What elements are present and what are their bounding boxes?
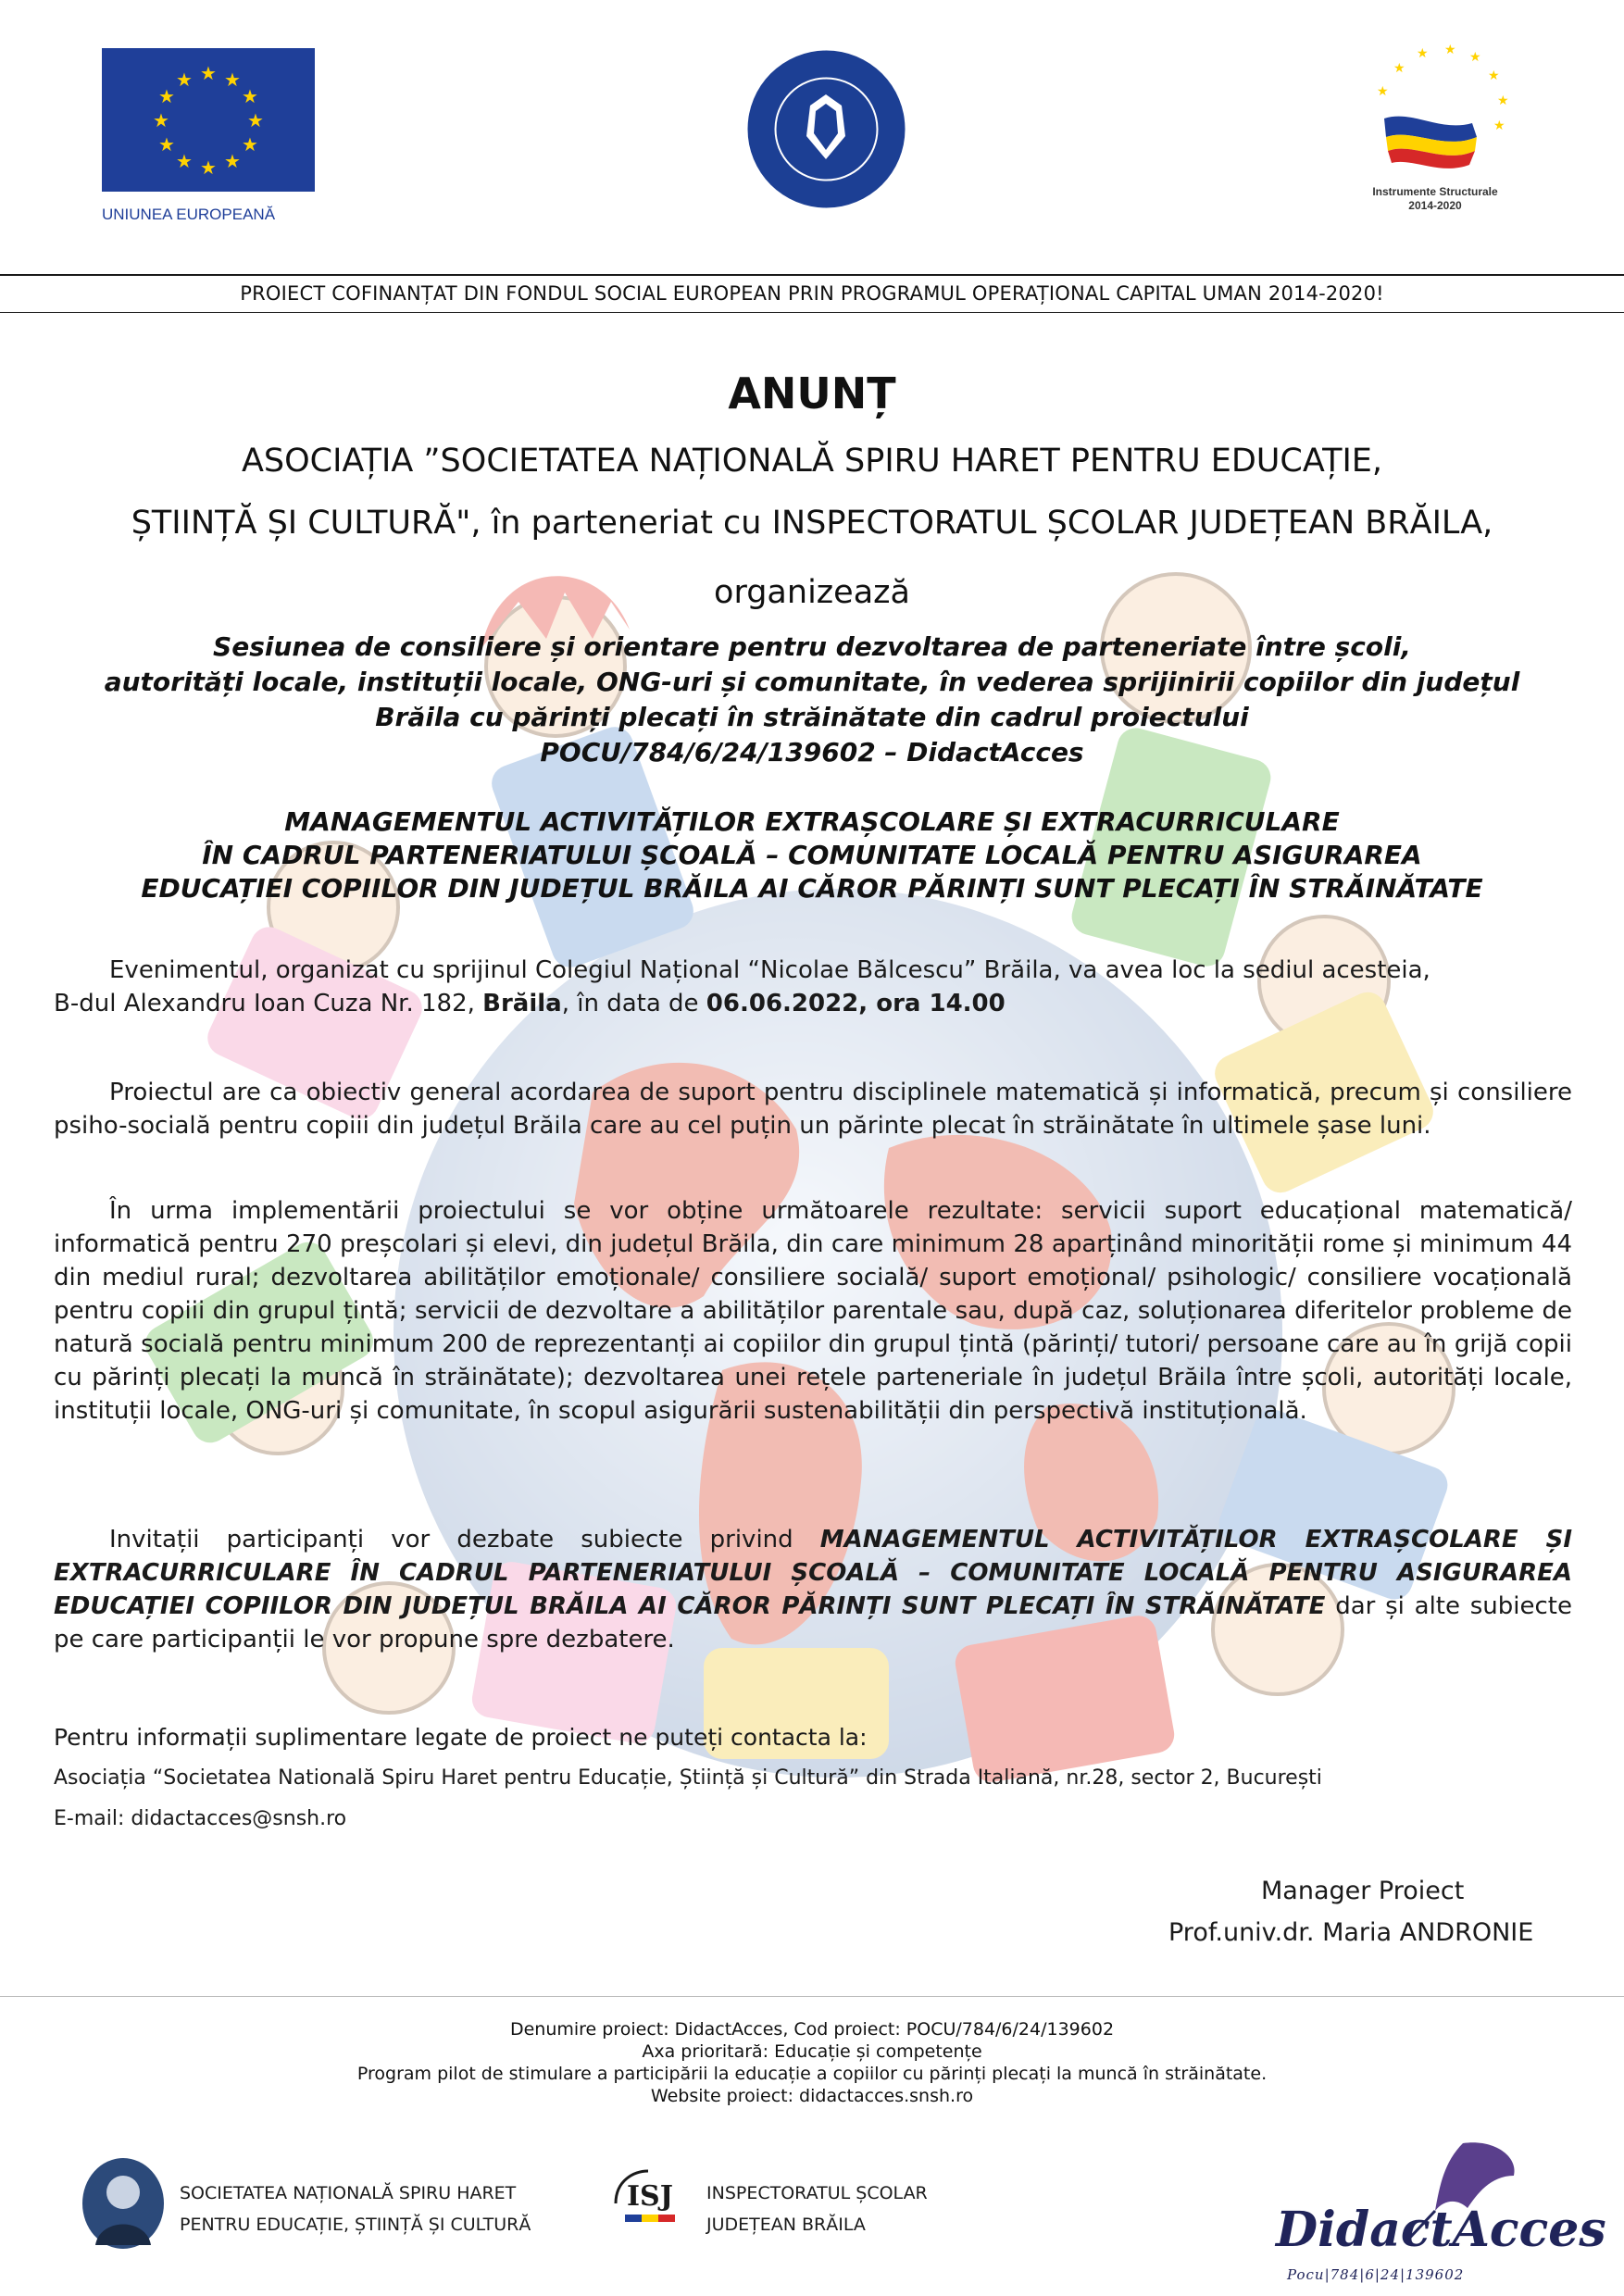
- session-description: [37, 630, 1587, 770]
- footer-website: Website proiect: didactacces.snsh.ro: [650, 2086, 974, 2106]
- management-line-2: ÎN CADRUL PARTENERIATULUI ȘCOALĂ – COMUNITATE LOCALĂ PENTRU ASIGURAREA: [202, 840, 1422, 870]
- event-paragraph: [54, 954, 1572, 1020]
- spiru-haret-portrait-icon: [81, 2157, 165, 2250]
- svg-text:★: ★: [200, 156, 217, 179]
- header-divider-secondary: [0, 312, 1624, 313]
- footer-divider: [0, 1996, 1624, 1997]
- svg-text:★: ★: [224, 69, 241, 91]
- svg-text:★: ★: [1444, 44, 1456, 57]
- footer-priority-axis: Axa prioritară: Educație și competențe: [642, 2041, 982, 2062]
- svg-text:★: ★: [1469, 50, 1481, 65]
- svg-text:★: ★: [176, 150, 193, 172]
- svg-text:★: ★: [176, 69, 193, 91]
- session-line-4: POCU/784/6/24/139602 – DidactAcces: [540, 737, 1084, 767]
- association-line-2: ȘTIINȚĂ ȘI CULTURĂ", în parteneriat cu INSPECTORATUL ȘCOLAR JUDEȚEAN BRĂILA,: [131, 505, 1493, 542]
- svg-text:★: ★: [158, 85, 175, 107]
- snsh-name-line-2: PENTRU EDUCAȚIE, ȘTIINȚĂ ȘI CULTURĂ: [180, 2215, 531, 2235]
- footer-program: Program pilot de stimulare a participării la educație a copiilor cu părinți plecați la muncă în străinătate.: [356, 2064, 1268, 2084]
- svg-text:★: ★: [224, 150, 241, 172]
- contact-intro: Pentru informații suplimentare legate de proiect ne puteți contacta la:: [54, 1724, 868, 1751]
- session-line-3: Brăila cu părinți plecați în străinătate din cadrul proiectului: [375, 702, 1249, 732]
- svg-text:★: ★: [247, 109, 264, 131]
- svg-text:★: ★: [242, 133, 258, 156]
- management-line-3: EDUCAȚIEI COPIILOR DIN JUDEȚUL BRĂILA AI CĂROR PĂRINȚI SUNT PLECAȚI ÎN STRĂINĂTATE: [141, 873, 1483, 904]
- svg-text:★: ★: [158, 133, 175, 156]
- didactacces-code: Pocu|784|6|24|139602: [1287, 2266, 1465, 2283]
- project-objective-paragraph: Proiectul are ca obiectiv general acordarea de suport pentru disciplinele matematică și informatică, precum și consiliere psiho-socială pentru copiii din județul Brăila care au cel puțin un părinte plecat în străinătate în ultimele șase luni.: [54, 1079, 1572, 1140]
- project-results-paragraph: În urma implementării proiectului se vor obține următoarele rezultate: servicii suport educațional matematică/ informatică pentru 270 preșcolari și elevi, din județul Brăila, din care minimum 28 aparținând minorității rome și minimum 44 din mediul rural; dezvoltarea abilităților emoționale/ consiliere socială/ suport emoțional/ psihologic/ consiliere vocațională pentru copiii din grupul țintă; servicii de dezvoltare a abilităților parentale sau, după caz, soluționarea diferitelor probleme de natură socială pentru minimum 200 de reprezentanți ai copiilor din grupul țintă (părinți/ tutori/ persoane care au în grijă copii cu părinți plecați la muncă în străinătate); dezvoltarea unei rețele parteneriale în județul Brăila între școli, autorități locale, instituții locale, ONG-uri și comunitate, în scopul asigurării sustenabilității din perspectivă instituțională.: [54, 1197, 1572, 1425]
- is-label-line-1: Instrumente Structurale: [1372, 185, 1498, 198]
- eu-flag-icon: [102, 48, 315, 192]
- svg-text:★: ★: [1417, 46, 1429, 61]
- session-line-2: autorități locale, instituții locale, ONG-uri și comunitate, în vederea sprijinirii copiilor din județul: [104, 667, 1520, 697]
- svg-text:★: ★: [153, 109, 169, 131]
- is-label-line-2: 2014-2020: [1408, 199, 1462, 212]
- header-divider: [0, 274, 1624, 276]
- svg-text:★: ★: [1497, 94, 1509, 108]
- didactacces-wordmark: DidactAcces: [1276, 2202, 1606, 2258]
- session-line-1: Sesiunea de consiliere și orientare pentru dezvoltarea de parteneriate între școli,: [213, 631, 1411, 662]
- signature-name: Prof.univ.dr. Maria ANDRONIE: [1168, 1918, 1534, 1947]
- eu-label: UNIUNEA EUROPEANĂ: [102, 206, 276, 223]
- event-line-2: B-dul Alexandru Ioan Cuza Nr. 182, Brăila, în data de 06.06.2022, ora 14.00: [54, 990, 1006, 1017]
- contact-address: Asociația “Societatea Natională Spiru Haret pentru Educație, Știință și Cultură” din Strada Italiană, nr.28, sector 2, București: [54, 1766, 1322, 1790]
- cofinancing-banner: PROIECT COFINANȚAT DIN FONDUL SOCIAL EUROPEAN PRIN PROGRAMUL OPERAȚIONAL CAPITAL UMAN 2014-2020!: [240, 282, 1384, 305]
- event-city: Brăila: [482, 990, 562, 1017]
- structural-instruments-logo-icon: [1366, 44, 1514, 183]
- page-title: ANUNȚ: [728, 368, 896, 418]
- organizes-label: organizează: [714, 574, 910, 611]
- event-date: 06.06.2022, ora 14.00: [706, 990, 1006, 1017]
- signature-role: Manager Proiect: [1261, 1877, 1465, 1905]
- association-line-1: ASOCIAȚIA ”SOCIETATEA NAȚIONALĂ SPIRU HARET PENTRU EDUCAȚIE,: [241, 443, 1383, 480]
- management-line-1: MANAGEMENTUL ACTIVITĂȚILOR EXTRAȘCOLARE ȘI EXTRACURRICULARE: [284, 806, 1340, 837]
- svg-text:★: ★: [1377, 84, 1389, 99]
- isj-name-line-1: INSPECTORATUL ȘCOLAR: [706, 2183, 928, 2203]
- invited-participants-paragraph: Invitații participanți vor dezbate subiecte privind MANAGEMENTUL ACTIVITĂȚILOR EXTRAȘCOLARE ȘI EXTRACURRICULARE ÎN CADRUL PARTENERIATULUI ȘCOALĂ – COMUNITATE LOCALĂ PENTRU ASIGURAREA EDUCAȚIEI COPIILOR DIN JUDEȚUL BRĂILA AI CĂROR PĂRINȚI SUNT PLECAȚI ÎN STRĂINĂTATE dar și alte subiecte pe care participanții le vor propune spre dezbatere.: [54, 1526, 1572, 1653]
- event-line-1: Evenimentul, organizat cu sprijinul Colegiul Național “Nicolae Bălcescu” Brăila, va avea loc la sediul acesteia,: [109, 956, 1430, 984]
- svg-text:★: ★: [200, 62, 217, 84]
- structural-instruments-label: [1324, 185, 1546, 213]
- svg-text:★: ★: [1493, 119, 1505, 133]
- snsh-name-line-1: SOCIETATEA NAȚIONALĂ SPIRU HARET: [180, 2183, 517, 2203]
- romanian-government-logo-icon: [745, 48, 907, 210]
- contact-email: E-mail: didactacces@snsh.ro: [54, 1807, 347, 1830]
- invited-topic: MANAGEMENTUL ACTIVITĂȚILOR EXTRAȘCOLARE ȘI EXTRACURRICULARE ÎN CADRUL PARTENERIATULUI ȘCOALĂ – COMUNITATE LOCALĂ PENTRU ASIGURAREA EDUCAȚIEI COPIILOR DIN JUDEȚUL BRĂILA AI CĂROR PĂRINȚI SUNT PLECAȚI ÎN STRĂINĂTATE: [54, 1526, 1572, 1620]
- isj-braila-logo-icon: [606, 2166, 690, 2240]
- svg-text:★: ★: [1393, 61, 1405, 76]
- svg-text:★: ★: [242, 85, 258, 107]
- isj-mark: ISJ: [627, 2180, 673, 2213]
- management-heading: [37, 805, 1587, 905]
- footer-project-name: Denumire proiect: DidactAcces, Cod proiect: POCU/784/6/24/139602: [509, 2019, 1115, 2040]
- svg-text:★: ★: [1488, 69, 1500, 83]
- isj-name-line-2: JUDEȚEAN BRĂILA: [706, 2215, 866, 2235]
